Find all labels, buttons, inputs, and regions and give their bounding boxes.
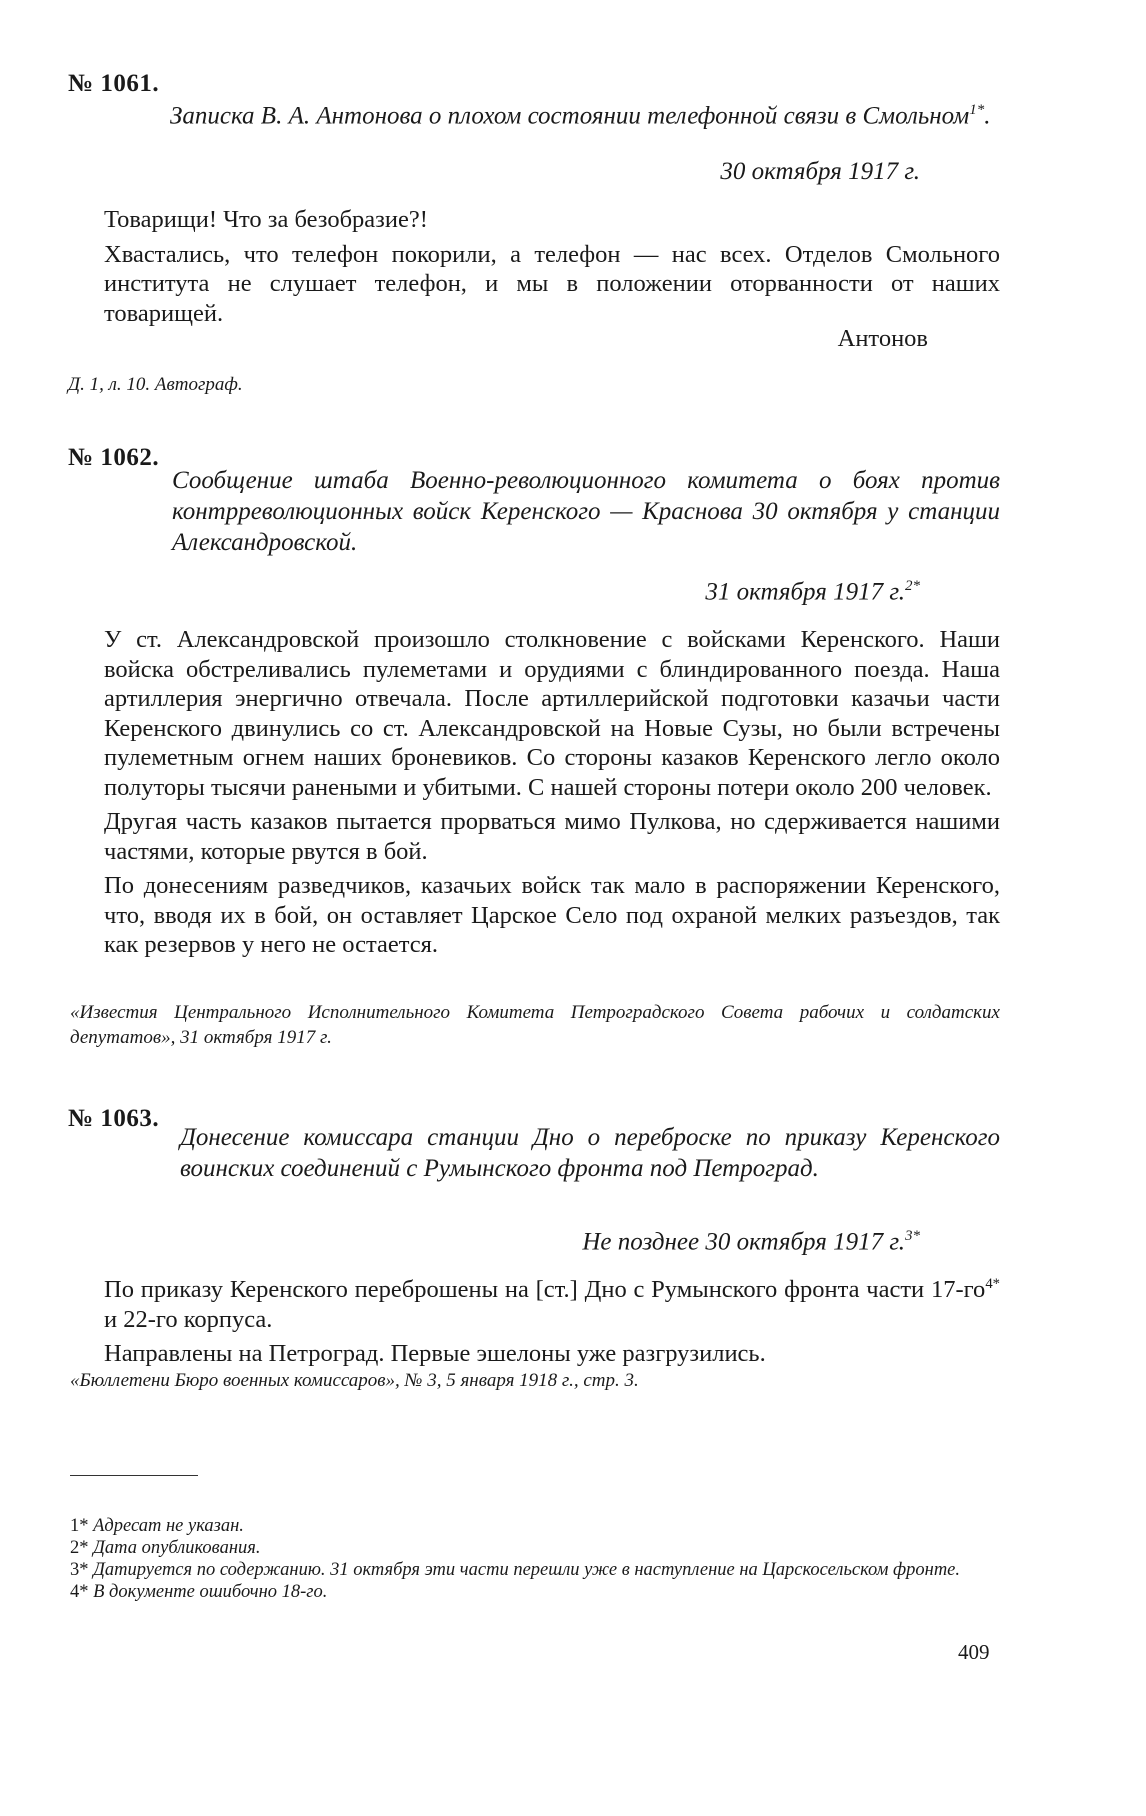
doc-1062-body: [104, 625, 1000, 965]
doc-1061-paragraph-2: [104, 240, 1000, 329]
doc-1061-title-text: Записка В. А. Антонова о плохом состоянии телефонной связи в Смольном: [170, 102, 970, 130]
doc-1063-date-text: Не позднее 30 октября 1917 г.: [582, 1228, 905, 1256]
doc-1062-paragraph-1: У ст. Александровской произошло столкновение с войсками Керенского. Наши войска обстреливались пулеметами и орудиями с блиндированного поезда. Наша артиллерия энергично отвечала. После артиллерийской подготовки казачьи части Керенского двинулись со ст. Александровской на Новые Сузы, но были встречены пулеметным огнем наших броневиков. Со стороны казаков Керенского легло около полуторы тысячи ранеными и убитыми. С нашей стороны потери около 200 человек.: [104, 626, 1000, 801]
doc-1061-number: № 1061.: [68, 70, 160, 97]
footnote-2-mark: 2*: [70, 1538, 89, 1558]
doc-1062-date-footnote-ref: 2*: [905, 578, 920, 594]
page-number: 409: [958, 1640, 990, 1664]
doc-1061-source: Д. 1, л. 10. Автограф.: [68, 374, 243, 395]
doc-1061-paragraph-1: Товарищи! Что за безобразие?!: [104, 206, 428, 233]
doc-1061-title-footnote-ref: 1*: [969, 102, 985, 118]
footnote-2-text: Дата опубликования.: [93, 1538, 261, 1558]
footnote-4: [70, 1581, 1000, 1603]
doc-1062-title: Сообщение штаба Военно-революционного комитета о боях против контрреволюционных войск Керенского — Краснова 30 октября у станции Александровской.: [172, 467, 1000, 556]
doc-1063-title: Донесение комиссара станции Дно о переброске по приказу Керенского воинских соединений с Румынского фронта под Петроград.: [180, 1124, 1000, 1182]
doc-1061-paragraph-2-text: Хвастались, что телефон покорили, а телефон — нас всех. Отделов Смольного института не слушает телефон, и мы в положении оторванности от наших товарищей.: [104, 240, 1000, 327]
doc-1062-paragraph-3: По донесениям разведчиков, казачьих войск так мало в распоряжении Керенского, что, вводя их в бой, он оставляет Царское Село под охраной мелких разъездов, так как резервов у него не остается.: [104, 872, 1000, 958]
footnote-1: [70, 1515, 1000, 1537]
doc-1063-paragraph-1-text-a: По приказу Керенского переброшены на [ст.] Дно с Румынского фронта части 17-го: [104, 1276, 986, 1304]
footnote-separator: [70, 1475, 198, 1476]
doc-1061-title: [170, 95, 1000, 131]
doc-1063-paragraph-1-footnote-ref: 4*: [985, 1276, 1000, 1292]
doc-1061-signature: Антонов: [837, 325, 928, 352]
doc-1062-number: № 1062.: [68, 444, 160, 471]
doc-1063-paragraph-2: Направлены на Петроград. Первые эшелоны уже разгрузились.: [104, 1340, 766, 1368]
doc-1063-number: № 1063.: [68, 1105, 160, 1132]
doc-1061-date: 30 октября 1917 г.: [720, 158, 920, 185]
doc-1063-paragraph-1-text-b: и 22-го корпуса.: [104, 1305, 273, 1333]
footnote-4-text: В документе ошибочно 18-го.: [93, 1582, 328, 1602]
doc-1063-paragraph-1: [104, 1270, 1000, 1334]
footnote-3: [70, 1559, 1000, 1581]
footnote-4-mark: 4*: [70, 1582, 89, 1602]
doc-1062-date: [500, 578, 920, 606]
doc-1062-paragraph-2: Другая часть казаков пытается прорваться мимо Пулкова, но сдерживается нашими частями, которые рвутся в бой.: [104, 808, 1000, 865]
doc-1062-source: «Известия Центрального Исполнительного Комитета Петроградского Совета рабочих и солдатских депутатов», 31 октября 1917 г.: [70, 1002, 1000, 1048]
footnote-3-text: Датируется по содержанию. 31 октября эти части перешли уже в наступление на Царскосельском фронте.: [93, 1560, 961, 1580]
footnote-2: [70, 1537, 1000, 1559]
footnote-1-text: Адресат не указан.: [93, 1516, 244, 1536]
doc-1061-body: [104, 205, 1000, 328]
doc-1063-body: [104, 1270, 1000, 1374]
doc-1063-date-footnote-ref: 3*: [905, 1228, 920, 1244]
footnotes: [70, 1515, 1000, 1603]
doc-1062-date-text: 31 октября 1917 г.: [705, 578, 905, 606]
doc-1063-date: [480, 1228, 920, 1256]
footnote-3-mark: 3*: [70, 1560, 89, 1580]
doc-1063-source: «Бюллетени Бюро военных комиссаров», № 3, 5 января 1918 г., стр. 3.: [70, 1370, 639, 1391]
doc-1061-title-end: .: [984, 102, 991, 130]
footnote-1-mark: 1*: [70, 1516, 89, 1536]
